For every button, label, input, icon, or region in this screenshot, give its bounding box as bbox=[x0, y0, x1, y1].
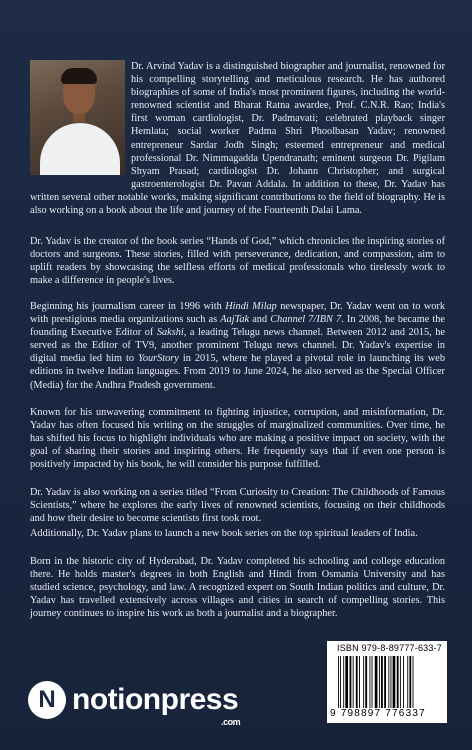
publisher-suffix: .com bbox=[221, 717, 241, 727]
publisher-logo-icon: N bbox=[28, 681, 66, 719]
bio-paragraph-3: Beginning his journalism career in 1996 with Hindi Milap newspaper, Dr. Yadav went on to work with prestigious media organizations such as AajTak and Channel 7/IBN 7. In 2008, he became the founding Executive Editor of Sakshi, a leading Telugu news channel. Between 2012 and 2015, he served as the Editor of TV9, another prominent Telugu news channel. Dr. Yadav's expertise in digital media led him to YourStory in 2015, where he played a pivotal role in launching its web editions in twelve Indian languages. From 2019 to June 2024, he also served as the Special Officer (Media) for the Andhra Pradesh government. bbox=[30, 301, 446, 391]
bio-paragraph-7: Born in the historic city of Hyderabad, Dr. Yadav completed his schooling and college education there. He holds master's degrees in both English and Hindi from Osmania University and has studied science, psychology, and law. A recognized expert on South Indian politics and culture, Dr. Yadav has travelled extensively across villages and cities in search of compelling stories. This journey continues to inspire his work as both a journalist and a biographer. bbox=[30, 556, 445, 620]
barcode-bars bbox=[338, 656, 438, 708]
publisher-name: notionpress .com bbox=[72, 683, 241, 727]
bio-paragraph-1: Dr. Arvind Yadav is a distinguished biographer and journalist, renowned for his compelling storytelling and meticulous research. He has authored biographies of some of India's most prominent figures, including the world-renowned scientist and Bharat Ratna awardee, Prof. C.N.R. Rao; India's first woman cardiologist, Dr. Padmavati; celebrated playback singer Hemlata; social worker Padma Shri Phoolbasan Yadav; renowned entrepreneur Sardar Jodh Singh; esteemed entrepreneur and medical professional Dr. Nimmagadda Upendranath; eminent surgeon Dr. Pigilam Shyam Prasad; cardiologist Dr. Johann Christopher; and surgical gastroenterologist Dr. Pavan Addala. In addition to these, Dr. Yadav has written several other notable works, making significant contributions to the field of biography. He is also working on a book about the life and journey of the Fourteenth Dalai Lama. bbox=[30, 61, 445, 217]
isbn-barcode bbox=[327, 641, 447, 723]
barcode-digits: 9 798897 776337 bbox=[330, 708, 426, 719]
bio-paragraph-4: Known for his unwavering commitment to fighting injustice, corruption, and misinformation, Dr. Yadav has often focused his writing on the struggles of marginalized communities. Over time, he has shifted his focus to highlight individuals who are making a positive impact on society, with the goal of sharing their stories and inspiring others. He frequently says that if even one person is positively impacted by his book, he will consider his purpose fulfilled. bbox=[30, 407, 445, 471]
bio-paragraph-2: Dr. Yadav is the creator of the book series “Hands of God,” which chronicles the inspiring stories of doctors and surgeons. These stories, filled with perseverance, dedication, and compassion, aim to uplift readers by showcasing the selfless efforts of medical professionals who tirelessly work to make a difference in people's lives. bbox=[30, 236, 445, 287]
bio-paragraph-5: Dr. Yadav is also working on a series titled “From Curiosity to Creation: The Childhoods of Famous Scientists,” where he explores the early lives of renowned scientists, focusing on their childhoods and how their desire to become scientists first took root. bbox=[30, 487, 445, 525]
bio-paragraph-6: Additionally, Dr. Yadav plans to launch a new book series on the top spiritual leaders of India. bbox=[30, 528, 418, 539]
isbn-label: ISBN 979-8-89777-633-7 bbox=[337, 643, 442, 653]
publisher-logo bbox=[28, 680, 241, 727]
